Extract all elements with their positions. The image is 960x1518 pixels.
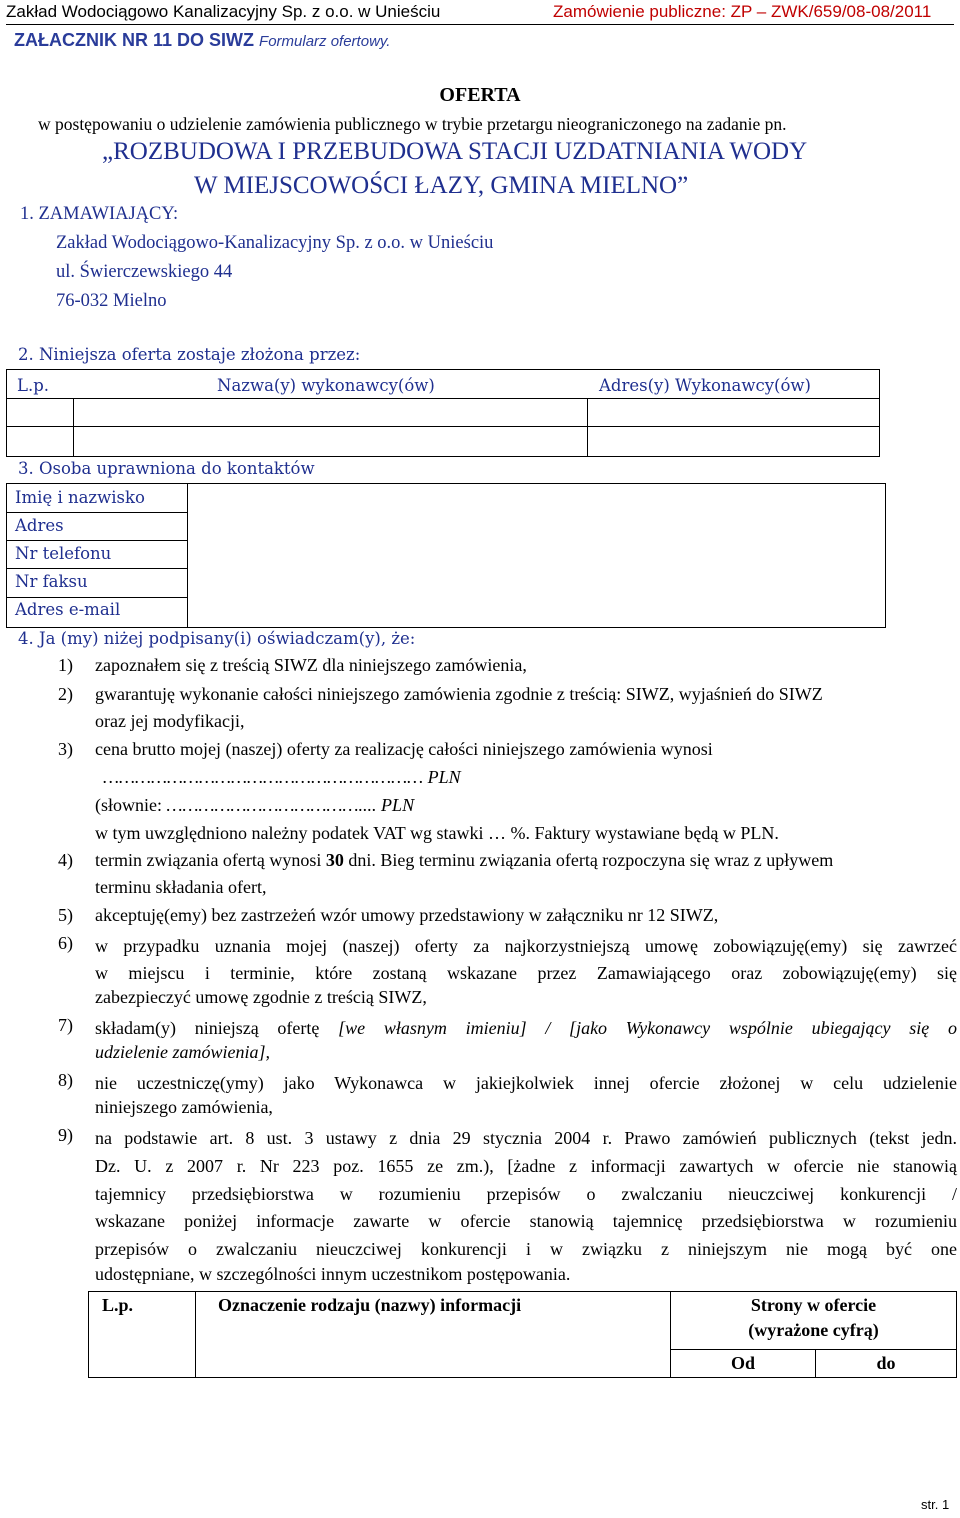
item-4-before: termin związania ofertą wynosi <box>95 850 326 870</box>
task-name-line1: „ROZBUDOWA I PRZEBUDOWA STACJI UZDATNIANIA WODY <box>102 138 808 165</box>
row-divider <box>7 398 879 399</box>
item-5-text: akceptuję(emy) bez zastrzeżeń wzór umowy przedstawiony w załączniku nr 12 SIWZ, <box>95 905 719 925</box>
contact-row-phone: Nr telefonu <box>15 544 112 563</box>
item-9-line3: tajemnicy przedsiębiorstwa w rozumieniu przepisów o zwalczaniu nieuczciwej konkurencji / <box>95 1184 957 1204</box>
attachment-subtitle: Formularz ofertowy. <box>259 33 391 50</box>
item-6-line2: w miejscu i terminie, które zostaną wskazane przez Zamawiającego oraz zobowiązuję(emy) się <box>95 963 957 983</box>
item-7-line2: udzielenie zamówienia], <box>95 1042 270 1062</box>
offer-title: OFERTA <box>439 84 521 106</box>
attachment-heading <box>14 30 390 51</box>
col-divider <box>587 398 588 456</box>
item-9-line1: na podstawie art. 8 ust. 3 ustawy z dnia 29 stycznia 2004 r. Prawo zamówień publicznych (tekst jedn. <box>95 1128 957 1148</box>
info-col-from: Od <box>730 1353 755 1373</box>
client-street: ul. Świerczewskiego 44 <box>56 262 233 282</box>
section2-heading: 2. Niniejsza oferta zostaje złożona przez: <box>18 345 361 364</box>
col-divider <box>187 484 188 627</box>
section1-heading: 1. ZAMAWIAJĄCY: <box>20 204 179 224</box>
confidential-info-table <box>88 1291 957 1378</box>
item-2-line2: oraz jej modyfikacji, <box>95 711 245 731</box>
item-number: 8) <box>58 1070 73 1090</box>
item-3-text: cena brutto mojej (naszej) oferty za realizację całości niniejszego zamówienia wynosi <box>95 739 713 759</box>
item-6-line1: w przypadku uznania mojej (naszej) oferty za najkorzystniejszą umowę zobowiązuję(emy) się zawrzeć <box>95 936 957 956</box>
item-1-text: zapoznałem się z treścią SIWZ dla niniejszego zamówienia, <box>95 655 527 675</box>
item-number: 2) <box>58 684 73 704</box>
price-field[interactable]: …………………………………………………… PLN <box>103 767 461 787</box>
item-number: 3) <box>58 739 73 759</box>
item-6-line3: zabezpieczyć umowę zgodnie z treścią SIWZ, <box>95 987 427 1007</box>
price-words-dots: ……………………………….... PLN <box>166 795 415 815</box>
contact-row-email: Adres e-mail <box>15 600 121 619</box>
item-8-line1: nie uczestniczę(ymy) jako Wykonawca w jakiejkolwiek innej ofercie złożonej w celu udzielenie <box>95 1073 957 1093</box>
item-9-line6: udostępniane, w szczególności innym uczestnikom postępowania. <box>95 1264 571 1284</box>
row-divider <box>7 426 879 427</box>
price-words-field[interactable] <box>95 795 414 816</box>
item-number: 1) <box>58 655 73 675</box>
item-9-line4: wskazane poniżej informacje zawarte w ofercie stanowią tajemnicę przedsiębiorstwa w rozumieniu <box>95 1211 957 1231</box>
row-divider <box>7 540 187 541</box>
item-4-line2: terminu składania ofert, <box>95 877 267 897</box>
client-name: Zakład Wodociągowo-Kanalizacyjny Sp. z o.o. w Unieściu <box>56 233 494 253</box>
task-name-line2: W MIEJSCOWOŚCI ŁAZY, GMINA MIELNO” <box>194 172 689 199</box>
item-7-italic: [we własnym imieniu] / [jako Wykonawcy wspólnie ubiegający się o <box>338 1018 957 1038</box>
col-contractor-address: Adres(y) Wykonawcy(ów) <box>599 376 811 395</box>
contact-table <box>6 483 886 628</box>
info-col-designation: Oznaczenie rodzaju (nazwy) informacji <box>218 1295 522 1315</box>
item-4-after: dni. Bieg terminu związania ofertą rozpoczyna się wraz z upływem <box>343 850 834 870</box>
info-col-to: do <box>876 1353 896 1373</box>
info-col-pages-line2: (wyrażone cyfrą) <box>748 1320 879 1340</box>
section3-heading: 3. Osoba uprawniona do kontaktów <box>18 459 315 478</box>
info-col-pages-line1: Strony w ofercie <box>750 1295 877 1315</box>
item-4-line1 <box>95 850 833 871</box>
header-left: Zakład Wodociągowo Kanalizacyjny Sp. z o.o. w Unieściu <box>6 2 441 21</box>
row-divider <box>7 568 187 569</box>
col-contractor-name: Nazwa(y) wykonawcy(ów) <box>217 376 435 395</box>
col-lp: L.p. <box>17 376 50 395</box>
item-9-line5: przepisów o zwalczaniu nieuczciwej konkurencji i w związku z niniejszym nie mogą być one <box>95 1239 957 1259</box>
item-2-line1: gwarantuję wykonanie całości niniejszego zamówienia zgodnie z treścią: SIWZ, wyjaśnień do SIWZ <box>95 684 823 704</box>
contact-row-fax: Nr faksu <box>15 572 88 591</box>
item-9-line2: Dz. U. z 2007 r. Nr 223 poz. 1655 ze zm.), [żadne z informacji zawartych w ofercie nie stanowią <box>95 1156 957 1176</box>
contact-row-address: Adres <box>15 516 64 535</box>
item-number: 9) <box>58 1125 73 1145</box>
contractors-table <box>6 369 880 457</box>
header-divider <box>6 24 954 25</box>
vat-line: w tym uwzględniono należny podatek VAT wg stawki … %. Faktury wystawiane będą w PLN. <box>95 823 779 843</box>
binding-days: 30 <box>325 850 344 870</box>
item-7-plain: składam(y) niniejszą ofertę <box>95 1018 339 1038</box>
item-number: 6) <box>58 933 73 953</box>
info-col-lp: L.p. <box>102 1295 134 1315</box>
header-right: Zamówienie publiczne: ZP – ZWK/659/08-08/2011 <box>553 2 932 21</box>
item-7-line1 <box>95 1015 957 1043</box>
contact-row-name: Imię i nazwisko <box>15 488 145 507</box>
offer-intro: w postępowaniu o udzielenie zamówienia publicznego w trybie przetargu nieograniczonego na zadanie pn. <box>38 114 787 134</box>
item-number: 4) <box>58 850 73 870</box>
section4-heading: 4. Ja (my) niżej podpisany(i) oświadczam(y), że: <box>18 629 416 648</box>
item-8-line2: niniejszego zamówienia, <box>95 1097 273 1117</box>
price-words-label: (słownie: <box>95 795 167 815</box>
row-divider <box>7 597 187 598</box>
item-number: 5) <box>58 905 73 925</box>
row-divider <box>7 512 187 513</box>
col-divider <box>73 398 74 456</box>
client-city: 76-032 Mielno <box>56 291 167 311</box>
attachment-label: ZAŁACZNIK NR 11 DO SIWZ <box>14 30 255 50</box>
page-number: str. 1 <box>921 1497 950 1512</box>
item-number: 7) <box>58 1015 73 1035</box>
